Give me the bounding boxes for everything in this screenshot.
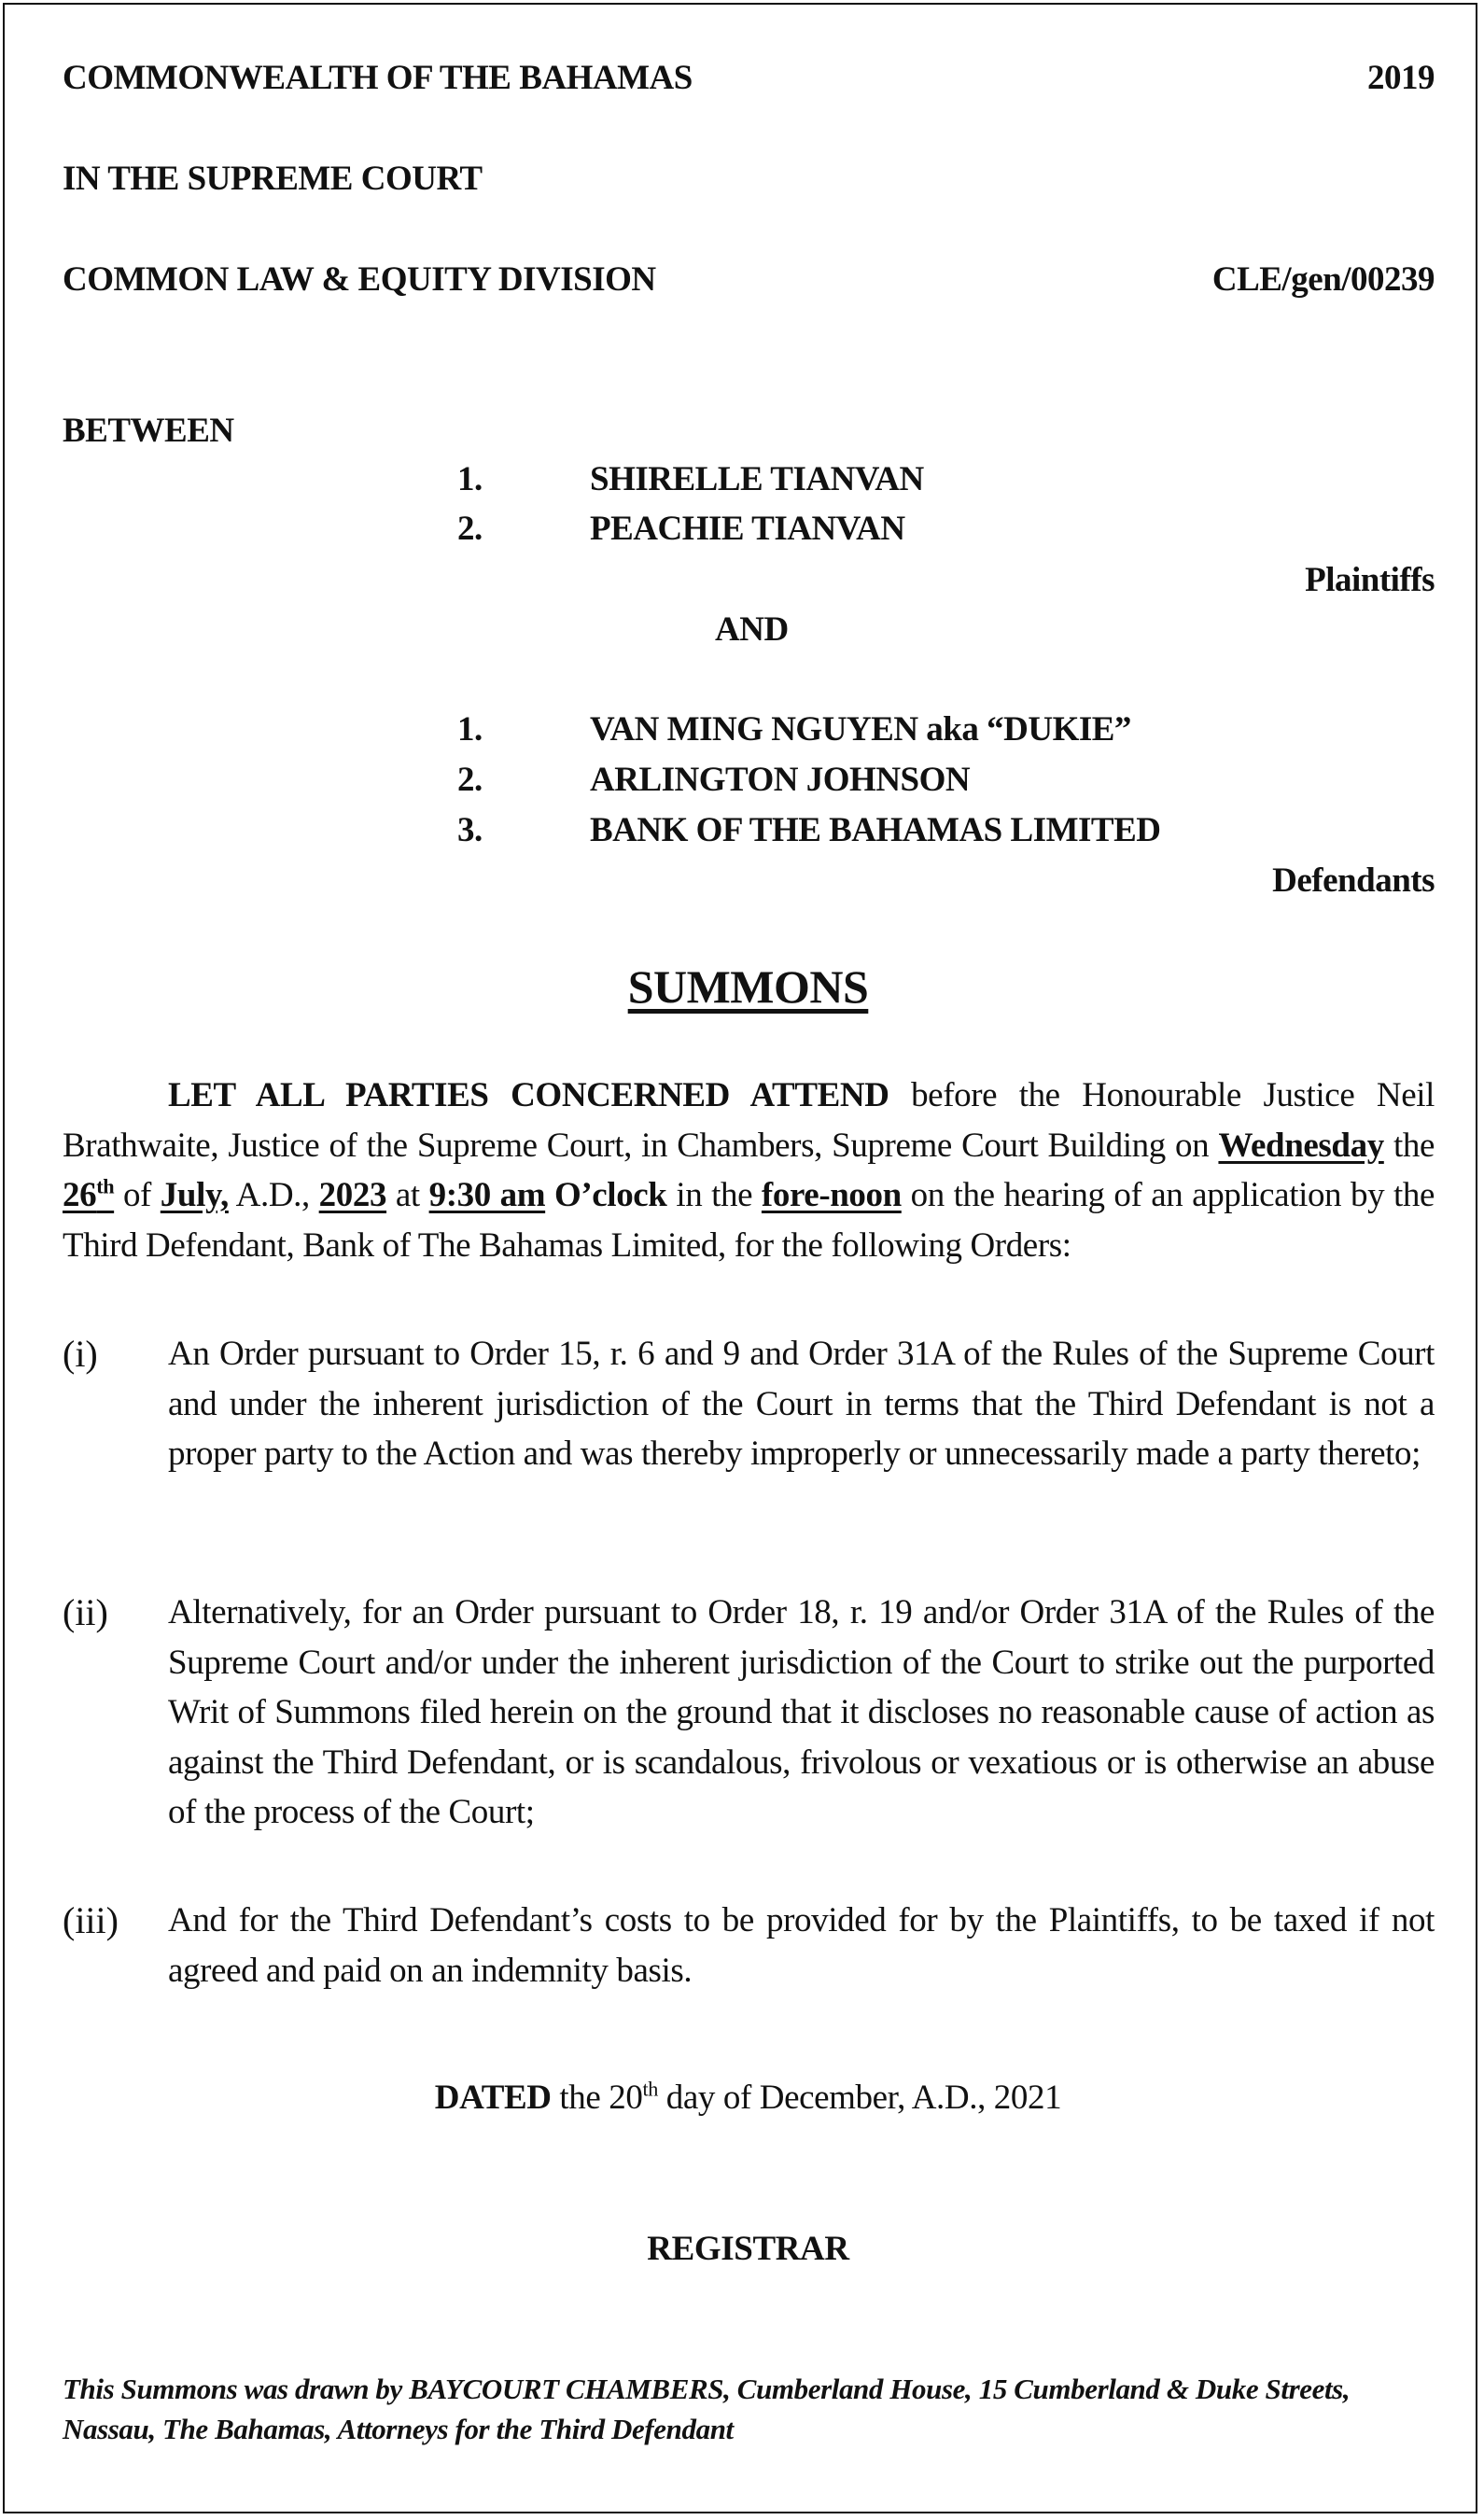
defendant-number: 1. bbox=[457, 710, 483, 749]
dated-suffix: th bbox=[642, 2077, 658, 2101]
intro-text: on the hearing of an application by the Third Defendant, Bank of The Bahamas Limited, for the following Orders: bbox=[63, 1176, 1435, 1265]
hearing-time: 9:30 am bbox=[428, 1176, 546, 1214]
case-number: CLE/gen/00239 bbox=[1211, 260, 1435, 299]
court-heading: IN THE SUPREME COURT bbox=[63, 160, 483, 198]
defendant-name: ARLINGTON JOHNSON bbox=[590, 761, 971, 799]
defendant-number: 2. bbox=[457, 761, 483, 799]
document-title: SUMMONS bbox=[627, 960, 869, 1013]
order-number: (i) bbox=[63, 1333, 98, 1375]
between-label: BETWEEN bbox=[63, 412, 234, 450]
intro-lead: LET ALL PARTIES CONCERNED ATTEND bbox=[168, 1076, 889, 1114]
dated-text: the 20 bbox=[551, 2079, 643, 2117]
hearing-date-suffix: th bbox=[96, 1174, 115, 1198]
plaintiff-name: SHIRELLE TIANVAN bbox=[590, 460, 924, 498]
order-number: (iii) bbox=[63, 1899, 119, 1941]
defendant-name: BANK OF THE BAHAMAS LIMITED bbox=[590, 811, 1161, 849]
order-text: Alternatively, for an Order pursuant to Order 18, r. 19 and/or Order 31A of the Rules of the Supreme Court and/or under the inherent jurisdiction of the Court to strike out the purported Writ of Summons filed herein on the ground that it discloses no reasonable cause of action as against the Third Defendant, or is scandalous, frivolous or vexatious or is otherwise an abuse of the process of the Court; bbox=[168, 1593, 1435, 1831]
hearing-date-number: 26 bbox=[63, 1176, 97, 1214]
order-number: (ii) bbox=[63, 1591, 108, 1633]
intro-text: the bbox=[1383, 1126, 1435, 1165]
registrar-label: REGISTRAR bbox=[647, 2230, 849, 2268]
plaintiffs-label: Plaintiffs bbox=[1305, 561, 1435, 599]
dated-label: DATED bbox=[434, 2079, 552, 2117]
intro-text: before the Honourable Justice Neil Brathwaite, Justice of the Supreme Court, in Chambers, Supreme Court Building on bbox=[63, 1076, 1435, 1165]
intro-text: of bbox=[114, 1176, 161, 1214]
intro-text: A.D., bbox=[228, 1176, 319, 1214]
dated-line bbox=[0, 2078, 1484, 2118]
oclock-text: O’clock bbox=[553, 1176, 667, 1214]
year-heading: 2019 bbox=[1367, 59, 1435, 97]
dated-text: day of December, A.D., 2021 bbox=[657, 2079, 1062, 2117]
defendant-number: 3. bbox=[457, 811, 483, 849]
defendants-label: Defendants bbox=[1272, 861, 1435, 900]
intro-text: at bbox=[386, 1176, 429, 1214]
hearing-date bbox=[63, 1176, 114, 1214]
drafting-attorney-note: This Summons was drawn by BAYCOURT CHAMBERS, Cumberland House, 15 Cumberland & Duke Streets, Nassau, The Bahamas, Attorneys for the Third Defendant bbox=[63, 2373, 1351, 2445]
hearing-year: 2023 bbox=[318, 1176, 387, 1214]
order-text: And for the Third Defendant’s costs to be provided for by the Plaintiffs, to be taxed if not agreed and paid on an indemnity basis. bbox=[168, 1901, 1435, 1990]
forenoon-text: fore-noon bbox=[761, 1176, 902, 1214]
intro-text: in the bbox=[666, 1176, 762, 1214]
division-heading: COMMON LAW & EQUITY DIVISION bbox=[63, 260, 656, 299]
country-heading: COMMONWEALTH OF THE BAHAMAS bbox=[63, 59, 693, 97]
hearing-day: Wednesday bbox=[1218, 1126, 1384, 1165]
and-label: AND bbox=[715, 610, 789, 649]
intro-text bbox=[545, 1176, 554, 1214]
order-text: An Order pursuant to Order 15, r. 6 and 9 and Order 31A of the Rules of the Supreme Court and under the inherent jurisdiction of the Court in terms that the Third Defendant is not a proper party to the Action and was thereby improperly or unnecessarily made a party thereto; bbox=[168, 1335, 1435, 1473]
summons-intro-paragraph bbox=[63, 1071, 1435, 1270]
hearing-month: July, bbox=[160, 1176, 229, 1214]
defendant-name: VAN MING NGUYEN aka “DUKIE” bbox=[590, 710, 1131, 749]
plaintiff-name: PEACHIE TIANVAN bbox=[590, 510, 905, 548]
plaintiff-number: 1. bbox=[457, 460, 483, 498]
plaintiff-number: 2. bbox=[457, 510, 483, 548]
